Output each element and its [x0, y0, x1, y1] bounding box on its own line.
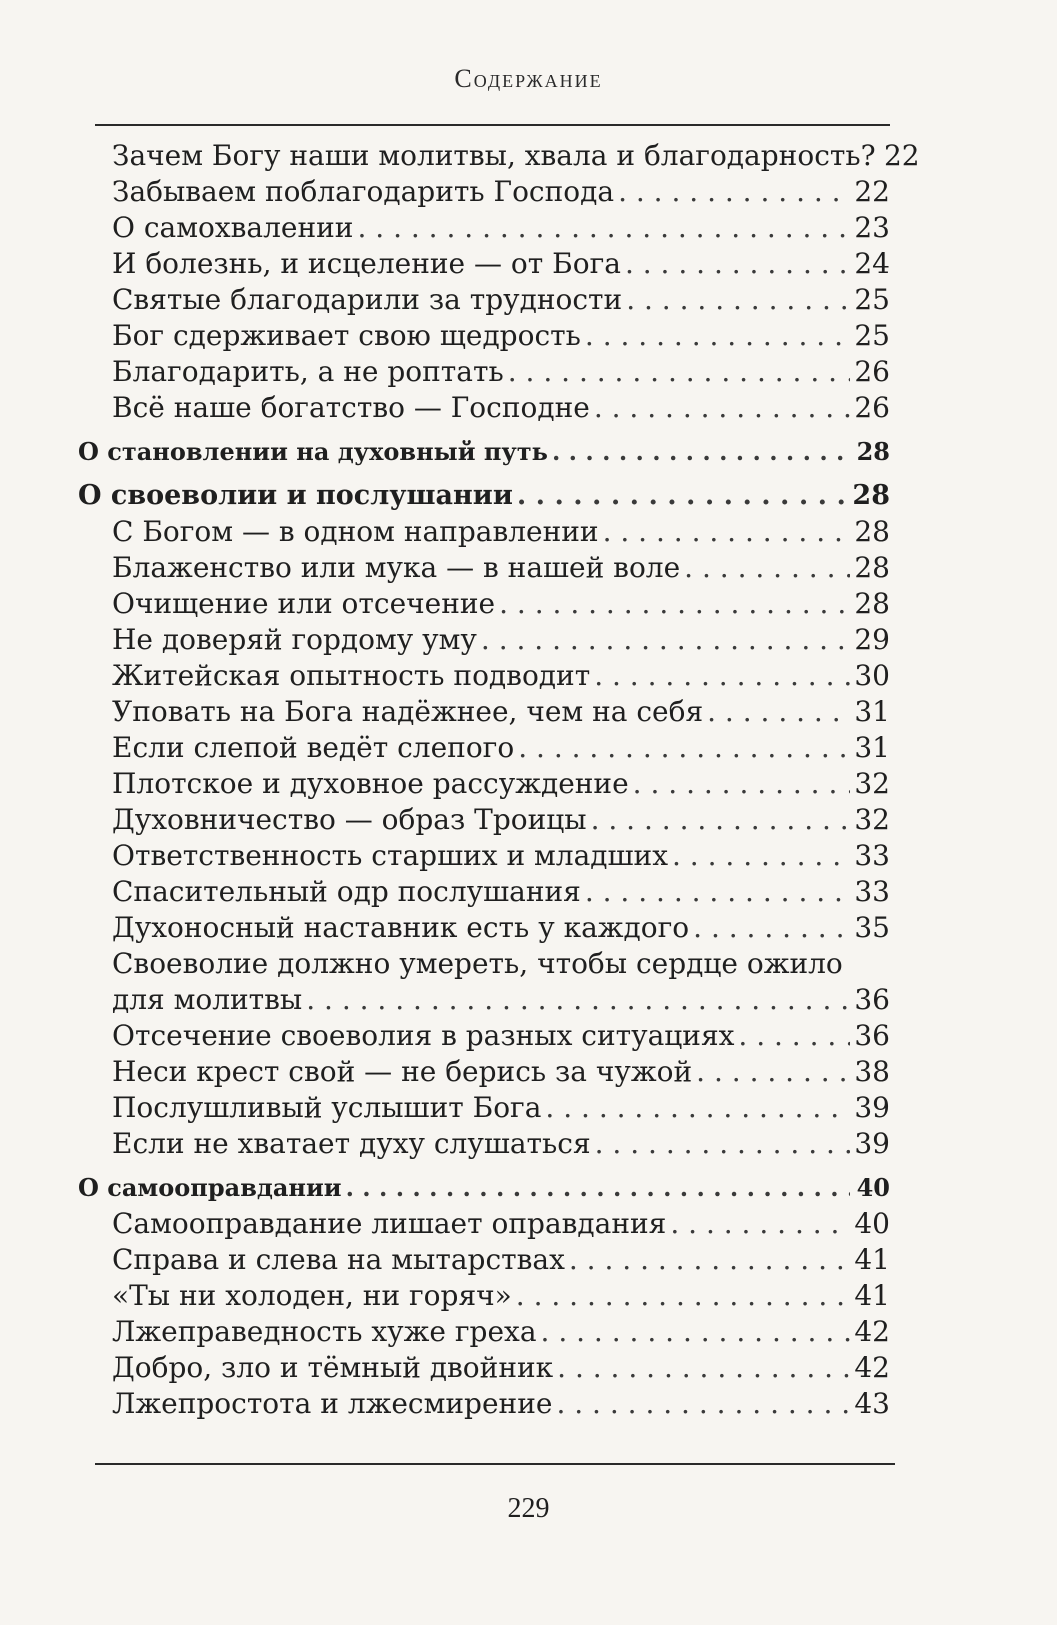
toc-entry	[78, 514, 890, 550]
toc-entry-page: 25	[854, 319, 890, 352]
toc-entry-page: 28	[852, 480, 890, 511]
toc-entry	[78, 658, 890, 694]
toc-entry	[78, 550, 890, 586]
toc-entry	[78, 766, 890, 802]
toc-entry-page: 28	[856, 437, 890, 466]
toc-entry-page: 38	[854, 1055, 890, 1088]
toc-entry-title: Всё наше богатство — Господне	[112, 391, 590, 424]
toc-entry-title: Лжепростота и лжесмирение	[112, 1387, 553, 1420]
toc-entry-title: Ответственность старших и младших	[112, 839, 668, 872]
toc-entry-page: 33	[854, 875, 890, 908]
toc-entry-page: 39	[854, 1127, 890, 1160]
page-number: 229	[507, 1493, 550, 1524]
toc-entry-page: 22	[883, 139, 920, 172]
toc-entry	[78, 1278, 890, 1314]
toc-entry	[78, 1018, 890, 1054]
toc-entry-page: 41	[854, 1279, 890, 1312]
toc-entry-title: Плотское и духовное рассуждение	[112, 767, 629, 800]
toc-entry-title: Не доверяй гордому уму	[112, 623, 477, 656]
toc-entry-page: 32	[854, 767, 890, 800]
toc-entry-title: Своеволие должно умереть, чтобы сердце ожило	[112, 947, 843, 980]
dot-leader	[499, 586, 850, 622]
header-rule	[95, 124, 890, 126]
dot-leader	[672, 838, 850, 874]
toc-entry-title: О самохвалении	[112, 211, 354, 244]
toc-entry-page: 40	[854, 1207, 890, 1240]
toc-entry	[78, 730, 890, 766]
toc-entry-title: О самооправдании	[78, 1173, 342, 1202]
toc-entry-title: С Богом — в одном направлении	[112, 515, 599, 548]
toc-section-heading	[78, 1162, 890, 1206]
toc-entry-page: 29	[854, 623, 890, 656]
dot-leader	[603, 514, 850, 550]
toc-entry-page: 36	[854, 983, 890, 1016]
table-of-contents	[78, 138, 920, 1422]
toc-entry-title: Спасительный одр послушания	[112, 875, 581, 908]
toc-entry-page: 22	[854, 175, 890, 208]
dot-leader	[306, 982, 850, 1018]
dot-leader	[569, 1242, 850, 1278]
toc-entry-title: Если не хватает духу слушаться	[112, 1127, 591, 1160]
dot-leader	[516, 1278, 850, 1314]
toc-entry-title: И болезнь, и исцеление — от Бога	[112, 247, 621, 280]
toc-entry	[78, 1206, 890, 1242]
toc-entry	[78, 874, 890, 910]
toc-entry-title: О своеволии и послушании	[78, 480, 513, 511]
toc-entry	[78, 802, 890, 838]
toc-entry-title: Лжеправедность хуже греха	[112, 1315, 537, 1348]
toc-entry	[78, 1054, 890, 1090]
toc-entry-page: 26	[854, 391, 890, 424]
dot-leader	[738, 1018, 850, 1054]
toc-entry-title: Очищение или отсечение	[112, 587, 496, 620]
toc-entry	[78, 1350, 890, 1386]
dot-leader	[545, 1090, 850, 1126]
toc-entry-title: «Ты ни холоден, ни горяч»	[112, 1279, 512, 1312]
toc-entry-page: 41	[854, 1243, 890, 1276]
toc-entry	[78, 318, 890, 354]
toc-entry-title: Добро, зло и тёмный двойник	[112, 1351, 554, 1384]
toc-entry	[78, 1386, 890, 1422]
dot-leader	[618, 174, 850, 210]
dot-leader	[707, 694, 850, 730]
toc-entry-page: 25	[854, 283, 890, 316]
toc-entry-page: 28	[854, 515, 890, 548]
toc-entry-page: 31	[854, 695, 890, 728]
toc-entry-title: Бог сдерживает свою щедрость	[112, 319, 581, 352]
toc-entry-page: 33	[854, 839, 890, 872]
toc-entry	[78, 174, 890, 210]
toc-entry-title: Духовничество — образ Троицы	[112, 803, 587, 836]
toc-entry-page: 42	[854, 1315, 890, 1348]
dot-leader	[481, 622, 850, 658]
dot-leader	[684, 550, 850, 586]
toc-entry-title: Духоносный наставник есть у каждого	[112, 911, 690, 944]
toc-entry	[78, 1126, 890, 1162]
dot-leader	[670, 1206, 850, 1242]
toc-entry-title: Послушливый услышит Бога	[112, 1091, 542, 1124]
toc-entry-title: Отсечение своеволия в разных ситуациях	[112, 1019, 735, 1052]
toc-entry	[78, 838, 890, 874]
toc-entry	[78, 1314, 890, 1350]
toc-entry-title-continuation: для молитвы	[112, 983, 303, 1016]
dot-leader	[585, 318, 850, 354]
dot-leader	[541, 1314, 850, 1350]
toc-entry-page: 36	[854, 1019, 890, 1052]
toc-entry-title: Самооправдание лишает оправдания	[112, 1207, 667, 1240]
toc-entry-page: 42	[854, 1351, 890, 1384]
toc-entry-page: 28	[854, 587, 890, 620]
toc-entry-page: 24	[854, 247, 890, 280]
toc-entry	[78, 138, 920, 174]
toc-section-heading	[78, 426, 890, 470]
dot-leader	[518, 730, 850, 766]
toc-entry-page: 32	[854, 803, 890, 836]
toc-entry-title: Если слепой ведёт слепого	[112, 731, 515, 764]
toc-entry-title: Блаженство или мука — в нашей воле	[112, 551, 681, 584]
toc-entry-page: 43	[854, 1387, 890, 1420]
dot-leader	[591, 802, 850, 838]
dot-leader	[693, 910, 850, 946]
dot-leader	[625, 246, 850, 282]
dot-leader	[557, 1350, 850, 1386]
dot-leader	[556, 1386, 850, 1422]
dot-leader	[594, 390, 850, 426]
toc-entry-title: Забываем поблагодарить Господа	[112, 175, 615, 208]
toc-entry-page: 35	[854, 911, 890, 944]
toc-entry-page: 23	[854, 211, 890, 244]
toc-entry	[78, 390, 890, 426]
dot-leader	[696, 1054, 850, 1090]
footer-rule	[95, 1463, 895, 1465]
toc-entry	[78, 946, 890, 982]
dot-leader	[508, 354, 850, 390]
toc-entry-page: 28	[854, 551, 890, 584]
dot-leader	[357, 210, 850, 246]
toc-entry-title: Зачем Богу наши молитвы, хвала и благодарность?	[112, 139, 876, 172]
toc-entry	[78, 1090, 890, 1126]
toc-entry-page: 39	[854, 1091, 890, 1124]
toc-entry-continuation	[78, 982, 890, 1018]
toc-entry-title: Святые благодарили за трудности	[112, 283, 623, 316]
toc-entry	[78, 910, 890, 946]
toc-section-heading	[78, 470, 890, 514]
toc-entry	[78, 282, 890, 318]
toc-entry-page: 26	[854, 355, 890, 388]
dot-leader	[594, 658, 850, 694]
toc-entry	[78, 246, 890, 282]
toc-entry	[78, 694, 890, 730]
toc-entry-title: Житейская опытность подводит	[112, 659, 591, 692]
toc-entry	[78, 586, 890, 622]
toc-entry-title: Уповать на Бога надёжнее, чем на себя	[112, 695, 704, 728]
toc-entry	[78, 622, 890, 658]
dot-leader	[633, 766, 850, 802]
toc-entry	[78, 354, 890, 390]
dot-leader	[595, 1126, 850, 1162]
dot-leader	[626, 282, 850, 318]
toc-entry	[78, 210, 890, 246]
toc-entry-title: Справа и слева на мытарствах	[112, 1243, 565, 1276]
toc-entry-page: 31	[854, 731, 890, 764]
toc-entry	[78, 1242, 890, 1278]
dot-leader	[585, 874, 850, 910]
toc-entry-title: Благодарить, а не роптать	[112, 355, 504, 388]
running-head-title: Содержание	[454, 64, 603, 93]
toc-entry-title: О становлении на духовный путь	[78, 437, 548, 466]
toc-entry-title: Неси крест свой — не берись за чужой	[112, 1055, 693, 1088]
toc-entry-page: 40	[856, 1173, 890, 1202]
toc-entry-page: 30	[854, 659, 890, 692]
